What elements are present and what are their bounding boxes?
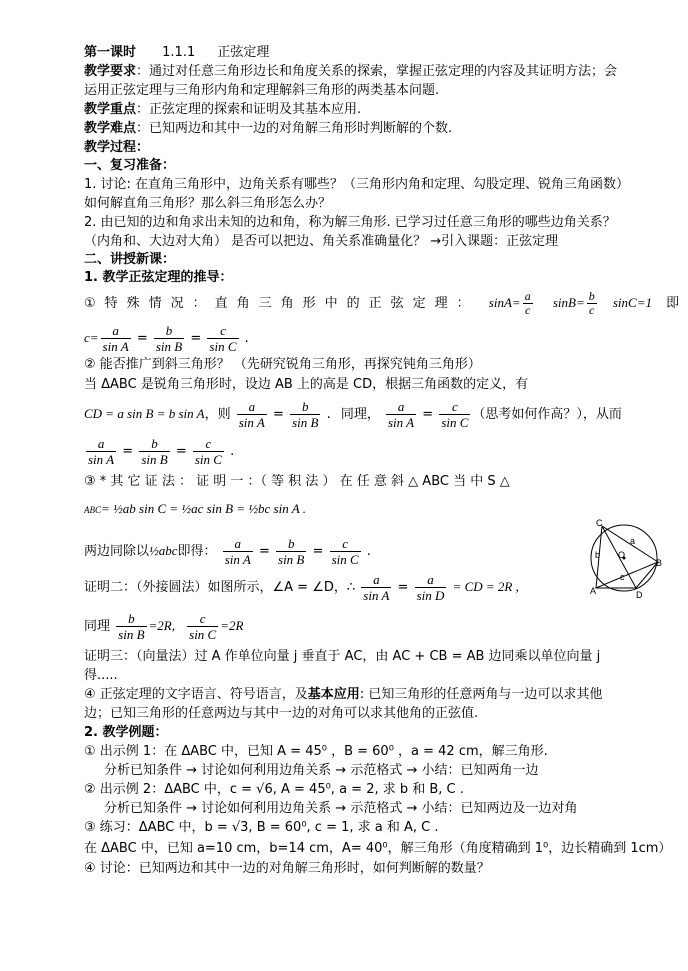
- label-b-side: b: [595, 550, 601, 560]
- label-o: O: [618, 550, 626, 560]
- circumcircle-figure: [584, 518, 664, 600]
- review-q2a: 2. 由已知的边和角求出未知的边和角，称为解三角形. 已学习过任意三角形的哪些边角关系？: [84, 215, 616, 230]
- c-equation: c= $\frac{a}{\text{sin A}}$ = $\frac{b}{\text{sin B}}$ = $\frac{c}{\text{sin C}}$ .: [84, 323, 249, 354]
- requirements-line1: 教学要求：通过对任意三角形边长和角度关系的探索，掌握正弦定理的内容及其证明方法；会: [84, 64, 618, 79]
- lesson-label: 第一课时: [84, 45, 137, 60]
- conclusion-equation: $\frac{a}{\text{sin A}}$ = $\frac{b}{\text{sin B}}$ = $\frac{c}{\text{sin C}}$ .: [88, 436, 235, 467]
- example1-analysis: 分析已知条件 → 讨论如何利用边角关系 → 示范格式 → 小结：已知两角一边: [104, 763, 539, 778]
- example2: ② 出示例 2：ΔABC 中，c = √6, A = 45⁰, a = 2, 求 b 和 B, C .: [84, 782, 464, 797]
- statement-line1: ④ 正弦定理的文字语言、符号语言，及基本应用: 已知三角形的任意两角与一边可以求其他: [84, 687, 603, 702]
- difficulty-line: 教学难点：已知两边和其中一边的对角解三角形时判断解的个数.: [84, 121, 453, 136]
- proof3-end: 得.....: [84, 668, 118, 683]
- example4: 在 ΔABC 中，已知 a=10 cm，b=14 cm，A= 40⁰，解三角形（角度精确到 1⁰，边长精确到 1cm）: [84, 841, 672, 856]
- lecture-title: 二、讲授新课：: [84, 252, 176, 267]
- label-a: A: [590, 586, 597, 596]
- exercise: ③ 练习：ΔABC 中，b = √3, B = 60⁰, c = 1, 求 a 和 A, C .: [84, 820, 439, 835]
- label-d: D: [636, 590, 643, 600]
- discussion: ④ 讨论：已知两边和其中一边的对角解三角形时，如何判断解的数量？: [84, 861, 490, 876]
- process-title: 教学过程：: [84, 140, 150, 155]
- chord-bd: [636, 562, 658, 588]
- example2-analysis: 分析已知条件 → 讨论如何利用边角关系 → 示范格式 → 小结：已知两边及一边对角: [104, 801, 578, 816]
- triangle-abc: [596, 526, 658, 588]
- label-c-side: c: [620, 572, 625, 582]
- focus-line: 教学重点：正弦定理的探索和证明及其基本应用.: [84, 102, 362, 117]
- same-line: 同理 $\frac{b}{\text{sin B}}$ =2R, $\frac{c}{\text{sin C}}$ =2R: [84, 611, 244, 642]
- requirements-line2: 运用正弦定理与三角形内角和定理解斜三角形的两类基本问题.: [84, 83, 440, 98]
- proof3-line: 证明三：（向量法）过 A 作单位向量 j 垂直于 AC，由 AC + CB = AB 边同乘以单位向量 j: [84, 649, 601, 664]
- special-case-line: ①特殊情况：直角三角形中的正弦定理： sinA= $\frac{a}{c}$ sinB= $\frac{b}{c}$ sinC=1 即: [84, 289, 680, 317]
- review-q2b: （内角和、大边对大角） 是否可以把边、角关系准确量化？ →引入课题：正弦定理: [84, 234, 559, 249]
- statement-line2: 边；已知三角形的任意两边与其中一边的对角可以求其他角的正弦值.: [84, 706, 479, 721]
- divide-line: 两边同除以½abc即得： $\frac{a}{\text{sin A}}$ = $\frac{b}{\text{sin B}}$ = $\frac{c}{\text{sin C}}$ .: [84, 536, 371, 567]
- label-c: C: [596, 518, 603, 528]
- label-b: B: [656, 558, 663, 568]
- lesson-header: [84, 44, 269, 62]
- review-title: 一、复习准备：: [84, 158, 176, 173]
- label-a-side: a: [630, 536, 636, 546]
- part1-title: 1. 教学正弦定理的推导：: [84, 270, 233, 285]
- section-number: 1.1.1: [162, 45, 196, 60]
- review-q1b: 如何解直角三角形？那么斜三角形怎么办？: [84, 196, 332, 211]
- generalize-line: ② 能否推广到斜三角形？ （先研究锐角三角形，再探究钝角三角形）: [84, 357, 481, 372]
- topic: 正弦定理: [217, 45, 270, 60]
- example1: ① 出示例 1：在 ΔABC 中，已知 A = 45⁰ ，B = 60⁰ ，a = 42 cm，解三角形.: [84, 744, 548, 759]
- proof2-line: 证明二：（外接圆法）如图所示，∠A = ∠D，∴ $\frac{a}{\text{sin A}}$ = $\frac{a}{\text{sin D}}$ = CD = 2R ,: [84, 572, 519, 603]
- cd-line: CD = a sin B = b sin A，则 $\frac{a}{\text{sin A}}$ = $\frac{b}{\text{sin B}}$ . 同理， $\frac{a}{\text{sin A}}$ = $\frac{c}{\text{sin C}}$ （思考如何作高？），从而: [84, 399, 622, 430]
- examples-title: 2. 教学例题：: [84, 725, 168, 740]
- other-proofs-line: ③ * 其 它 证 法 ： 证 明 一 ：（ 等 积 法 ） 在 任 意 斜 △ ABC 当 中 S △: [84, 474, 510, 489]
- acute-line: 当 ΔABC 是锐角三角形时，设边 AB 上的高是 CD，根据三角函数的定义，有: [84, 377, 529, 392]
- review-q1a: 1. 讨论: 在直角三角形中，边角关系有哪些？（三角形内角和定理、勾股定理、锐角三角函数）: [84, 177, 630, 192]
- area-equation: ABC= ½ab sin C = ½ac sin B = ½bc sin A .: [84, 501, 306, 516]
